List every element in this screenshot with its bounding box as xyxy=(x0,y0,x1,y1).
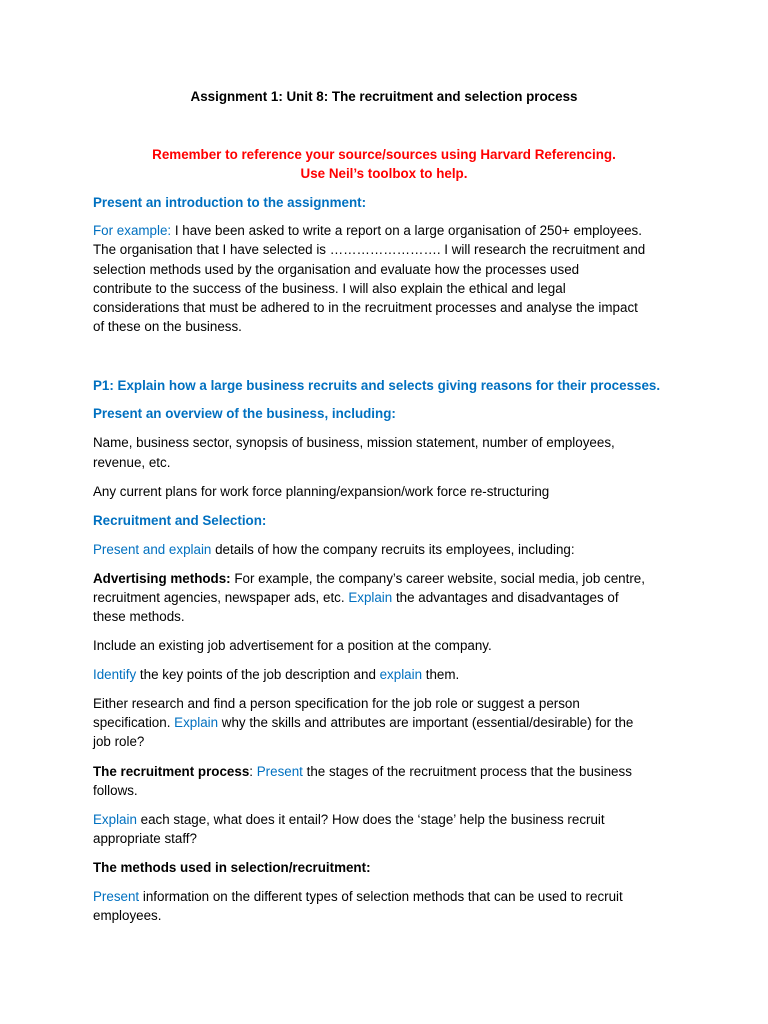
advertising-line-2 xyxy=(93,588,619,607)
stage-line-2: appropriate staff? xyxy=(93,831,197,846)
spec-text-2b: why the skills and attributes are important (essential/desirable) for the xyxy=(218,715,634,730)
intro-line-4: contribute to the success of the business. I will also explain the ethical and legal xyxy=(93,281,566,296)
identify-text-2: them. xyxy=(422,667,460,682)
intro-line-3: selection methods used by the organisation and evaluate how the processes used xyxy=(93,262,580,277)
process-text: the stages of the recruitment process that the business xyxy=(302,764,632,779)
advertising-text-2a: recruitment agencies, newspaper ads, etc. xyxy=(93,590,349,605)
include-ad-line: Include an existing job advertisement for a position at the company. xyxy=(93,638,492,653)
spec-text-2a: specification. xyxy=(93,715,175,730)
advertising-text-2b: the advantages and disadvantages of xyxy=(392,590,619,605)
intro-line-6: of these on the business. xyxy=(93,319,242,334)
process-line-2: follows. xyxy=(93,783,138,798)
page-title: Assignment 1: Unit 8: The recruitment and selection process xyxy=(190,89,578,104)
spec-line-3: job role? xyxy=(93,734,145,749)
details-text: details of how the company recruits its employees, including: xyxy=(211,542,575,557)
spec-line-2 xyxy=(93,713,633,732)
methods-line-1 xyxy=(93,887,623,906)
example-label: For example: xyxy=(93,223,172,238)
methods-line-2: employees. xyxy=(93,908,162,923)
intro-line-5: considerations that must be adhered to in the recruitment processes and analyse the impact xyxy=(93,300,638,315)
methods-present-keyword: Present xyxy=(93,889,140,904)
spec-explain-keyword: Explain xyxy=(174,715,219,730)
overview-line-1: Name, business sector, synopsis of business, mission statement, number of employees, xyxy=(93,435,615,450)
advertising-line-3: these methods. xyxy=(93,609,185,624)
identify-keyword: Identify xyxy=(93,667,137,682)
overview-heading: Present an overview of the business, including: xyxy=(93,406,396,421)
intro-line-2: The organisation that I have selected is ……………………. I will research the recruitment and xyxy=(93,242,646,257)
advertising-explain-keyword: Explain xyxy=(348,590,393,605)
advertising-label: Advertising methods: xyxy=(93,571,231,586)
process-present-keyword: Present xyxy=(256,764,303,779)
identify-line xyxy=(93,665,459,684)
stage-text-1: each stage, what does it entail? How does the ‘stage’ help the business recruit xyxy=(136,812,605,827)
intro-line-1 xyxy=(93,221,642,240)
overview-line-2: revenue, etc. xyxy=(93,455,171,470)
intro-text-1: I have been asked to write a report on a large organisation of 250+ employees. xyxy=(171,223,642,238)
rs-heading: Recruitment and Selection: xyxy=(93,513,267,528)
spec-line-1: Either research and find a person specification for the job role or suggest a person xyxy=(93,696,580,711)
p1-heading: P1: Explain how a large business recruits and selects giving reasons for their processes. xyxy=(93,378,661,393)
reminder-line-2: Use Neil’s toolbox to help. xyxy=(300,166,468,181)
details-line xyxy=(93,540,575,559)
stage-explain-keyword: Explain xyxy=(93,812,137,827)
plans-line: Any current plans for work force planning/expansion/work force re-structuring xyxy=(93,484,550,499)
methods-heading: The methods used in selection/recruitment: xyxy=(93,860,371,875)
identify-explain-keyword: explain xyxy=(379,667,423,682)
intro-heading: Present an introduction to the assignment: xyxy=(93,195,367,210)
process-line-1 xyxy=(93,762,632,781)
identify-text-1: the key points of the job description and xyxy=(136,667,380,682)
stage-line-1 xyxy=(93,810,605,829)
advertising-text-1: For example, the company’s career website, social media, job centre, xyxy=(230,571,645,586)
methods-text-1: information on the different types of selection methods that can be used to recruit xyxy=(139,889,623,904)
process-colon: : xyxy=(249,764,257,779)
present-explain-keyword: Present and explain xyxy=(93,542,212,557)
advertising-line-1 xyxy=(93,569,645,588)
reminder-line-1: Remember to reference your source/sources using Harvard Referencing. xyxy=(152,147,616,162)
process-label: The recruitment process xyxy=(93,764,250,779)
